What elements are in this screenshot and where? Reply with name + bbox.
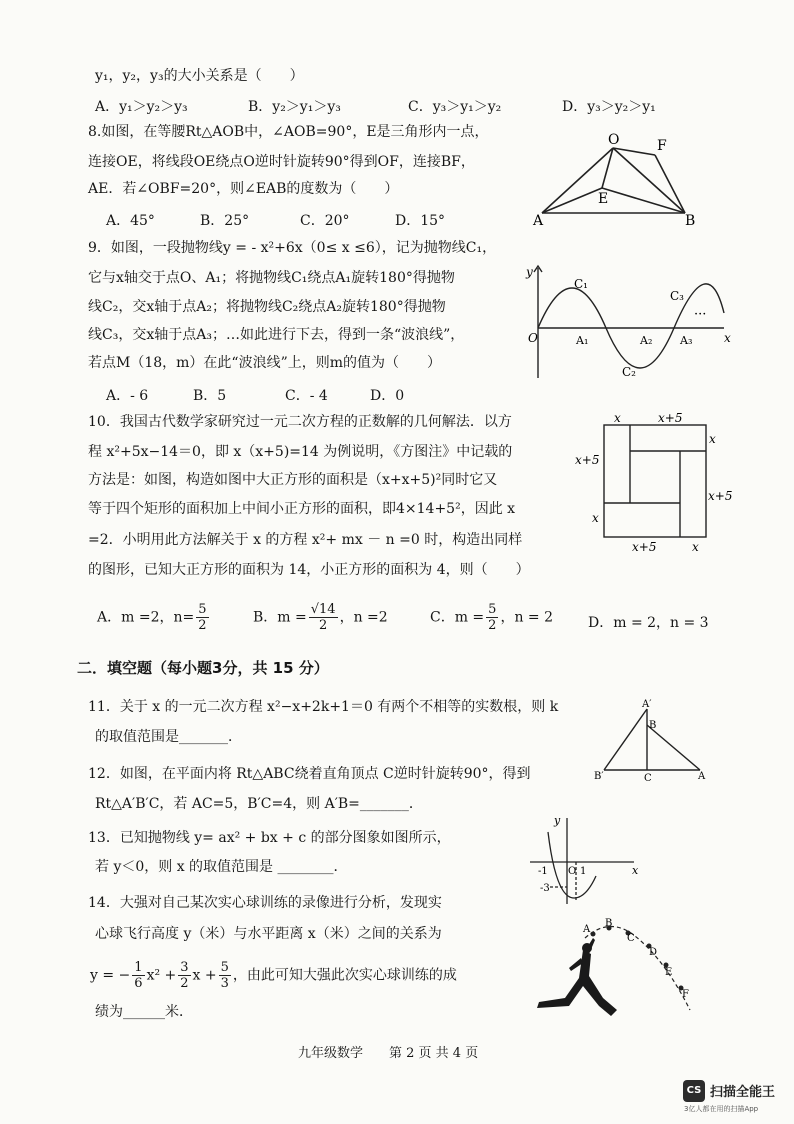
q14-eq-mid-2: x + (192, 967, 217, 984)
q12-label-a: A (698, 771, 706, 782)
q10-option-c-tail: ，n = 2 (500, 609, 554, 626)
q14-label-a: A (583, 924, 591, 935)
q9-label-c1: C₁ (574, 277, 588, 291)
q10-label-x5-bottom: x+5 (632, 540, 657, 554)
q12-label-c: C (644, 773, 652, 784)
q10-line-6: 的图形，已知大正方形的面积为 14，小正方形的面积为 4，则（ ） (88, 562, 530, 578)
q9-line-3: 线C₂，交x轴于点A₂；将抛物线C₂绕点A₂旋转180°得抛物 (88, 299, 446, 315)
q10-line-2: 程 x²+5x−14＝0，即 x（x+5)=14 为例说明，《方图注》中记载的 (88, 444, 513, 460)
q8-line-3: AE．若∠OBF=20°，则∠EAB的度数为（ ） (88, 181, 399, 197)
q10-option-c-numerator: 5 (488, 602, 497, 617)
q14-equation (90, 960, 457, 991)
q8-option-c: C．20° (300, 213, 350, 229)
q10-option-d: D．m = 2，n = 3 (588, 615, 709, 631)
q14-label-e: E (665, 967, 673, 978)
q9-label-y: y (526, 265, 533, 279)
q11-line-1: 11．关于 x 的一元二次方程 x²−x+2k+1＝0 有两个不相等的实数根，则 k (88, 699, 559, 715)
q14-f1-denominator: 6 (134, 976, 143, 991)
q14-f3-denominator: 3 (220, 976, 229, 991)
q10-line-4: 等于四个矩形的面积加上中间小正方形的面积，即4×14+5²，因此 x (88, 501, 516, 517)
page-footer: 九年级数学 第 2 页 共 4 页 (298, 1046, 479, 1061)
q8-label-o: O (608, 132, 620, 148)
q7-option-b: B．y₂＞y₁＞y₃ (248, 99, 341, 115)
q10-square-figure (574, 411, 733, 557)
q10-option-b (253, 602, 388, 633)
q14-label-f: F (682, 989, 689, 1000)
q10-line-1: 10．我国古代数学家研究过一元二次方程的正数解的几何解法．以方 (88, 414, 512, 430)
q10-option-c-fraction (486, 602, 498, 633)
q10-option-b-text: B．m = (253, 609, 307, 626)
section-2-title: 二．填空题（每小题3分，共 15 分） (77, 659, 329, 677)
q9-label-a2: A₂ (640, 334, 653, 347)
q14-fraction-1 (132, 960, 144, 991)
q10-label-x-left: x (592, 511, 599, 525)
q10-label-x-top: x (614, 411, 621, 425)
q9-option-c: C．- 4 (285, 388, 328, 404)
q9-label-a3: A₃ (680, 334, 693, 347)
scanner-brand: 扫描全能王 (710, 1085, 776, 1100)
q8-label-e: E (598, 191, 609, 207)
scanner-logo-icon: CS (683, 1080, 705, 1102)
q11-line-2: 的取值范围是_______． (95, 729, 242, 745)
q8-line-2: 连接OE，将线段OE绕点O逆时针旋转90°得到OF，连接BF， (88, 154, 475, 170)
q12-label-a-prime: A′ (642, 699, 652, 710)
q9-line-1: 9．如图，一段抛物线y = - x²+6x（0≤ x ≤6），记为抛物线C₁， (88, 240, 497, 256)
q14-eq-end: ，由此可知大强此次实心球训练的成 (232, 967, 457, 984)
q14-f2-denominator: 2 (180, 976, 189, 991)
q8-option-d: D．15° (395, 213, 446, 229)
q10-option-b-tail: ，n =2 (339, 609, 388, 626)
q14-eq-mid-1: x² + (146, 967, 177, 984)
q9-line-5: 若点M（18，m）在此“波浪线”上，则m的值为（ ） (88, 355, 442, 371)
q10-option-c-denominator: 2 (488, 618, 497, 633)
q14-last-line: 绩为______米． (95, 1004, 193, 1020)
q8-option-a: A．45° (106, 213, 155, 229)
q10-label-x5-right: x+5 (708, 489, 733, 503)
q8-label-a: A (533, 213, 544, 229)
q12-label-b-prime: B′ (594, 771, 604, 782)
q9-wave-figure (524, 258, 732, 383)
q9-label-dots: ··· (694, 307, 707, 322)
q14-line-1: 14．大强对自己某次实心球训练的录像进行分析，发现实 (88, 895, 442, 911)
q10-label-x5-left: x+5 (575, 453, 600, 467)
q9-option-a: A．- 6 (106, 388, 149, 404)
athlete-silhouette (537, 938, 617, 1016)
q14-eq-start: y = − (90, 967, 131, 984)
q13-line-1: 13．已知抛物线 y= ax² + bx + c 的部分图象如图所示， (88, 830, 451, 846)
q9-label-a1: A₁ (576, 334, 589, 347)
q10-option-c (430, 602, 553, 633)
q8-option-b: B．25° (200, 213, 250, 229)
q7-option-a: A．y₁＞y₂＞y₃ (95, 99, 188, 115)
q9-label-o: O (528, 331, 538, 345)
q12-label-b: B (649, 720, 657, 731)
q8-label-f: F (657, 138, 667, 154)
q10-option-a-text: A．m =2，n= (97, 609, 195, 626)
q7-option-c: C．y₃＞y₁＞y₂ (408, 99, 502, 115)
q9-label-c2: C₂ (622, 365, 636, 379)
q10-line-5: =2．小明用此方法解关于 x 的方程 x²+ mx － n =0 时，构造出同样 (88, 532, 523, 548)
q14-fraction-3 (219, 960, 231, 991)
q8-triangle-figure (530, 128, 710, 228)
q9-label-c3: C₃ (670, 289, 684, 303)
q10-line-3: 方法是：如图，构造如图中大正方形的面积是（x+x+5)²同时它又 (88, 472, 498, 488)
q14-label-b: B (605, 918, 613, 929)
q10-label-x-right: x (709, 432, 716, 446)
q10-label-x5-top: x+5 (658, 411, 683, 425)
q13-label-minus-3: -3 (540, 883, 550, 894)
q13-label-y: y (554, 814, 561, 827)
q14-fraction-2 (178, 960, 190, 991)
q13-label-1: 1 (580, 866, 587, 877)
q14-f1-numerator: 1 (134, 960, 143, 975)
q10-option-c-text: C．m = (430, 609, 485, 626)
q10-option-b-numerator: √14 (310, 602, 336, 617)
q10-label-x-bottom: x (692, 540, 699, 554)
q9-label-x: x (724, 331, 731, 345)
q12-triangle-figure (592, 697, 712, 782)
q14-label-d: D (649, 947, 658, 958)
q10-option-a (97, 602, 211, 633)
q7-stem-tail: y₁，y₂，y₃的大小关系是（ ） (95, 68, 304, 84)
q14-f3-numerator: 5 (220, 960, 229, 975)
q12-line-1: 12．如图，在平面内将 Rt△ABC绕着直角顶点 C逆时针旋转90°，得到 (88, 766, 531, 782)
q8-label-b: B (685, 213, 696, 229)
q8-line-1: 8.如图，在等腰Rt△AOB中，∠AOB=90°，E是三角形内一点， (88, 124, 489, 140)
q10-option-b-denominator: 2 (319, 618, 328, 633)
q9-option-d: D．0 (370, 388, 405, 404)
q9-line-2: 它与x轴交于点O、A₁；将抛物线C₁绕点A₁旋转180°得抛物 (88, 270, 455, 286)
q13-label-o: O (568, 866, 577, 877)
q14-throw-figure (525, 918, 710, 1030)
q10-option-a-fraction (196, 602, 208, 633)
q13-label-x: x (632, 864, 639, 877)
q14-line-2: 心球飞行高度 y（米）与水平距离 x（米）之间的关系为 (95, 926, 442, 942)
q13-parabola-figure (522, 812, 644, 907)
q12-line-2: Rt△A′B′C，若 AC=5，B′C=4，则 A′B=_______． (95, 796, 423, 812)
q9-line-4: 线C₃，交x轴于点A₃；…如此进行下去，得到一条“波浪线”， (88, 327, 465, 343)
q7-option-d: D．y₃＞y₂＞y₁ (562, 99, 656, 115)
scanner-tagline: 3亿人都在用的扫描App (684, 1105, 759, 1113)
q13-label-minus-1: -1 (538, 866, 548, 877)
q9-option-b: B．5 (193, 388, 227, 404)
q10-option-b-fraction (309, 602, 338, 633)
q10-option-a-numerator: 5 (198, 602, 207, 617)
q14-f2-numerator: 3 (180, 960, 189, 975)
q13-line-2: 若 y＜0，则 x 的取值范围是 ________． (95, 859, 348, 875)
q10-option-a-denominator: 2 (198, 618, 207, 633)
q14-label-c: C (627, 933, 635, 944)
